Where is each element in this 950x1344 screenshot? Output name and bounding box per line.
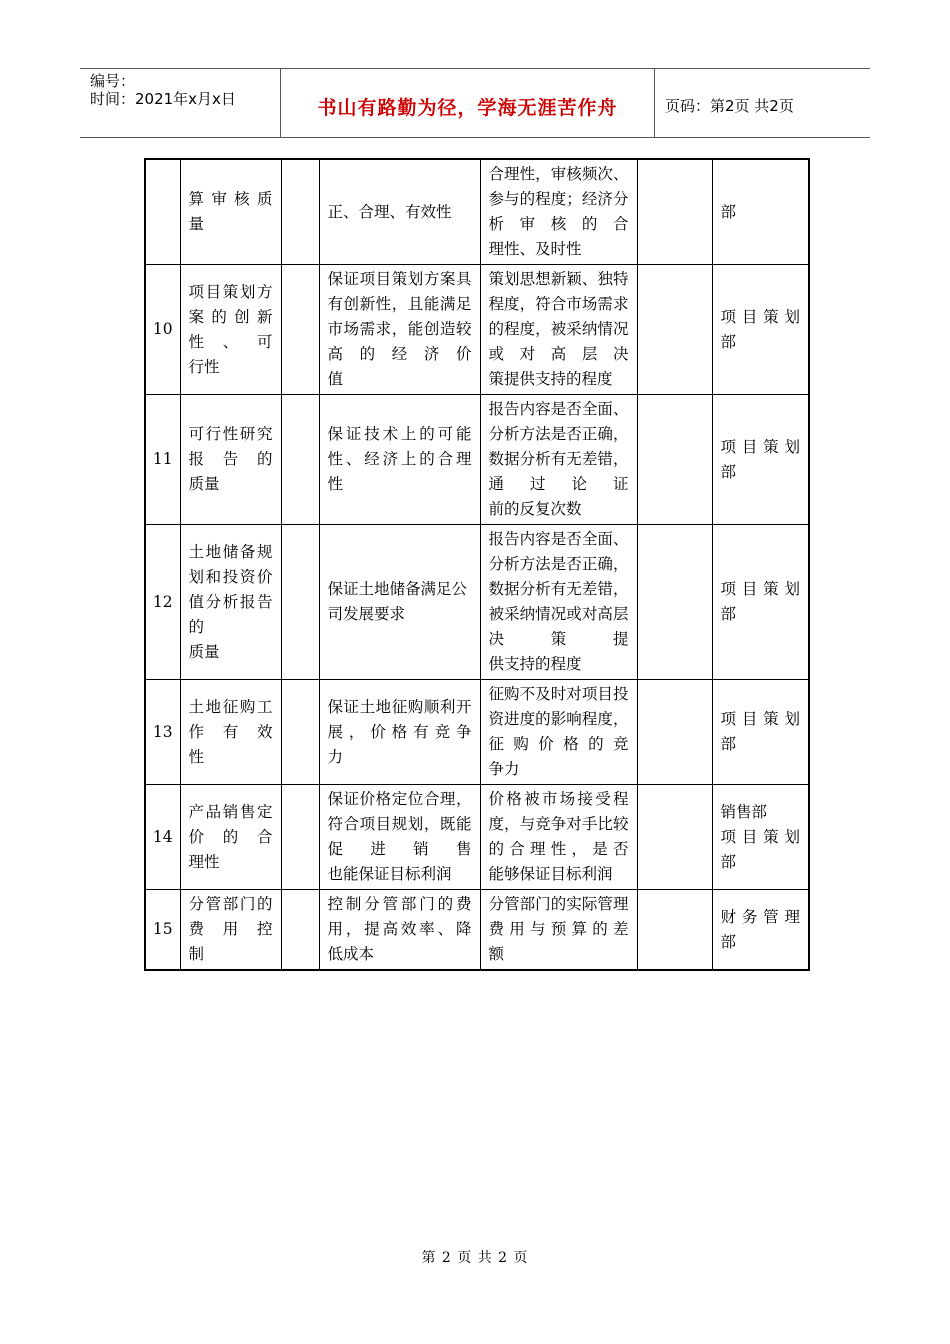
kpi-criteria: 策划思想新颖、独特程度，符合市场需求的程度，被采纳情况或对高层决 策提供支持的程度 <box>480 265 637 395</box>
empty-cell <box>281 890 319 971</box>
kpi-purpose: 保证技术上的可能性、经济上的合理 性 <box>319 395 480 525</box>
page-footer: 第 2 页 共 2 页 <box>421 1250 529 1266</box>
empty-cell <box>637 265 712 395</box>
empty-cell <box>637 395 712 525</box>
kpi-purpose: 保证土地储备满足公司发展要求 <box>319 525 480 680</box>
kpi-criteria: 征购不及时对项目投资进度的影响程度，征购价格的竞 争力 <box>480 680 637 785</box>
kpi-purpose: 保证土地征购顺利开展，价格有竞争 力 <box>319 680 480 785</box>
kpi-item: 项目策划方案的创新性、可 行性 <box>180 265 281 395</box>
empty-cell <box>637 525 712 680</box>
table-row <box>145 680 809 785</box>
responsible-dept: 项目策划 部 <box>712 525 809 680</box>
responsible-dept: 财务管理 部 <box>712 890 809 971</box>
row-number: 10 <box>145 265 180 395</box>
empty-cell <box>281 265 319 395</box>
table-row <box>145 525 809 680</box>
table-row <box>145 265 809 395</box>
header-meta-cell <box>80 69 280 137</box>
row-number: 14 <box>145 785 180 890</box>
kpi-criteria: 分管部门的实际管理费用与预算的差 额 <box>480 890 637 971</box>
empty-cell <box>637 785 712 890</box>
empty-cell <box>281 159 319 265</box>
empty-cell <box>281 785 319 890</box>
page-header <box>80 68 870 138</box>
evaluation-table <box>144 158 810 971</box>
kpi-item: 算审核质 量 <box>180 159 281 265</box>
kpi-item: 土地储备规划和投资价值分析报告的 质量 <box>180 525 281 680</box>
kpi-criteria: 合理性，审核频次、参与的程度；经济分析审核的合 理性、及时性 <box>480 159 637 265</box>
responsible-dept: 项目策划 部 <box>712 395 809 525</box>
responsible-dept: 销售部 项目策划 部 <box>712 785 809 890</box>
responsible-dept: 部 <box>712 159 809 265</box>
empty-cell <box>281 680 319 785</box>
empty-cell <box>637 159 712 265</box>
kpi-item: 土地征购工作有效 性 <box>180 680 281 785</box>
header-motto-cell <box>280 69 655 137</box>
motto-text: 书山有路勤为径，学海无涯苦作舟 <box>317 97 618 119</box>
kpi-item: 产品销售定价的合 理性 <box>180 785 281 890</box>
kpi-item: 可行性研究报告的 质量 <box>180 395 281 525</box>
row-number: 15 <box>145 890 180 971</box>
table-row <box>145 395 809 525</box>
kpi-criteria: 报告内容是否全面、分析方法是否正确，数据分析有无差错，被采纳情况或对高层决策提 供支持的程度 <box>480 525 637 680</box>
kpi-purpose: 保证项目策划方案具有创新性，且能满足市场需求，能创造较高的经济价 值 <box>319 265 480 395</box>
empty-cell <box>281 525 319 680</box>
empty-cell <box>281 395 319 525</box>
time-label: 时间：2021年x月x日 <box>90 90 236 108</box>
header-page-cell <box>655 69 870 137</box>
row-number: 12 <box>145 525 180 680</box>
responsible-dept: 项目策划 部 <box>712 680 809 785</box>
kpi-criteria: 报告内容是否全面、分析方法是否正确，数据分析有无差错，通过论证 前的反复次数 <box>480 395 637 525</box>
row-number: 13 <box>145 680 180 785</box>
responsible-dept: 项目策划 部 <box>712 265 809 395</box>
serial-label: 编号： <box>90 72 136 90</box>
empty-cell <box>637 890 712 971</box>
kpi-criteria: 价格被市场接受程度，与竞争对手比较的合理性，是否 能够保证目标利润 <box>480 785 637 890</box>
table-row <box>145 159 809 265</box>
table-row <box>145 785 809 890</box>
row-number <box>145 159 180 265</box>
kpi-item: 分管部门的费用控 制 <box>180 890 281 971</box>
empty-cell <box>637 680 712 785</box>
row-number: 11 <box>145 395 180 525</box>
kpi-purpose: 控制分管部门的费用，提高效率、降 低成本 <box>319 890 480 971</box>
kpi-purpose: 保证价格定位合理，符合项目规划，既能促进销售 也能保证目标利润 <box>319 785 480 890</box>
kpi-purpose: 正、合理、有效性 <box>319 159 480 265</box>
table-row <box>145 890 809 971</box>
page-info: 页码：第2页 共2页 <box>665 97 794 115</box>
